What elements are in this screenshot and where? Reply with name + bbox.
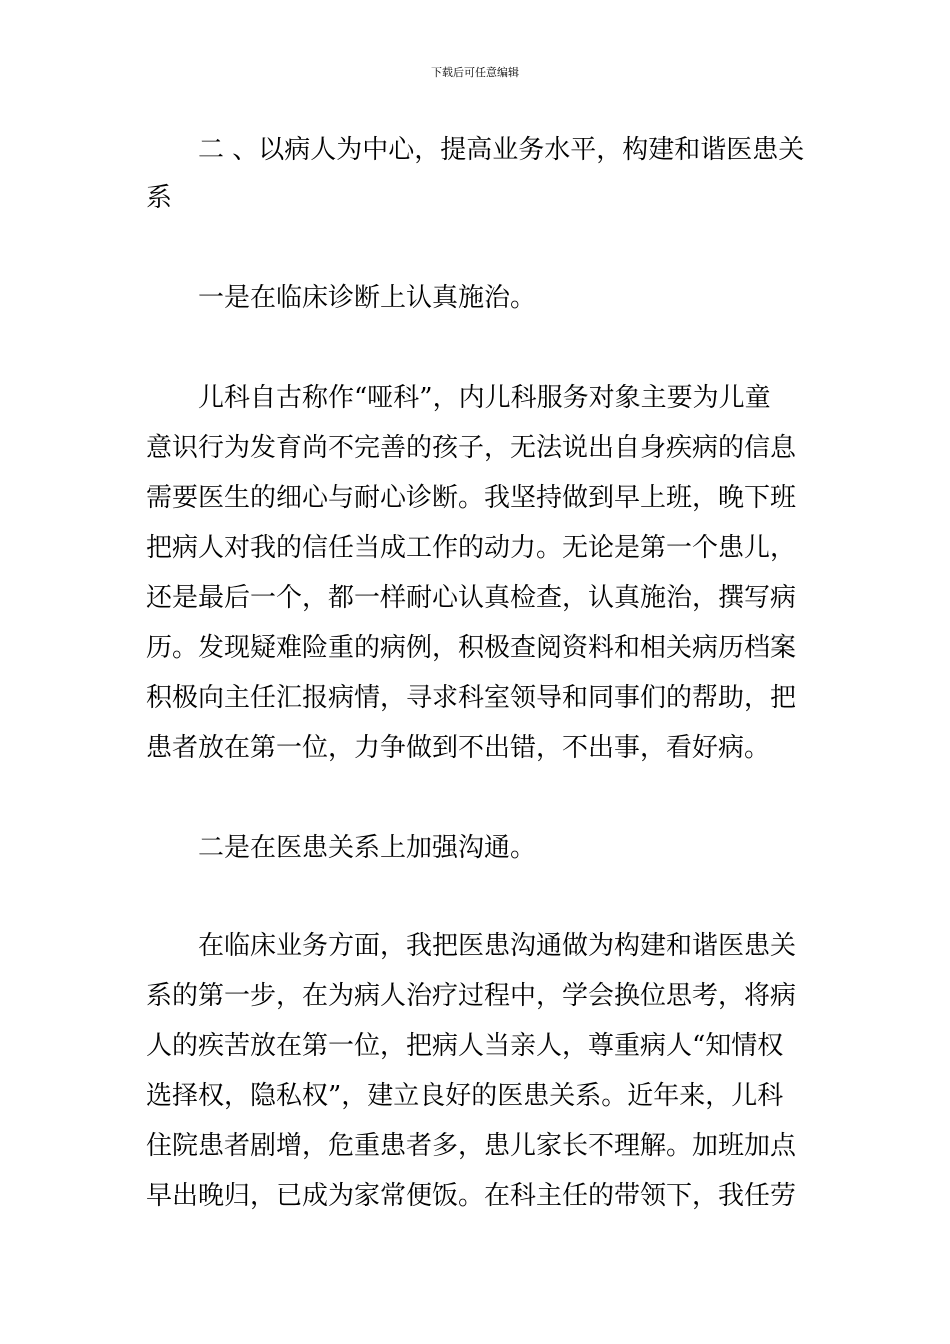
subheading-communication: 二是在医患关系上加强沟通。 <box>198 833 537 863</box>
heading-line: 系 <box>146 183 173 213</box>
paragraph-line: 还是最后一个，都一样耐心认真检查，认真施治，撰写病 <box>146 583 797 613</box>
paragraph-line: 把病人对我的信任当成工作的动力。无论是第一个患儿， <box>146 533 797 563</box>
paragraph-line: 意识行为发育尚不完善的孩子，无法说出自身疾病的信息 <box>146 433 797 463</box>
paragraph-line: 人的疾苦放在第一位，把病人当亲人，尊重病人“知情权 <box>146 1031 784 1061</box>
paragraph-line: 在临床业务方面，我把医患沟通做为构建和谐医患关 <box>198 931 797 961</box>
subheading-diagnosis: 一是在临床诊断上认真施治。 <box>198 283 537 313</box>
paragraph-line: 历。发现疑难险重的病例，积极查阅资料和相关病历档案 <box>146 633 797 663</box>
paragraph-line: 早出晚归，已成为家常便饭。在科主任的带领下，我任劳 <box>146 1181 797 1211</box>
paragraph-line: 患者放在第一位，力争做到不出错，不出事，看好病。 <box>146 733 771 763</box>
paragraph-line: 儿科自古称作“哑科”，内儿科服务对象主要为儿童 <box>198 383 771 413</box>
paragraph-line: 住院患者剧增，危重患者多，患儿家长不理解。加班加点 <box>146 1131 797 1161</box>
paragraph-line: 系的第一步，在为病人治疗过程中，学会换位思考，将病 <box>146 981 797 1011</box>
paragraph-line: 积极向主任汇报病情，寻求科室领导和同事们的帮助，把 <box>146 683 797 713</box>
header-note: 下载后可任意编辑 <box>431 66 519 79</box>
heading-line: 二 、以病人为中心，提高业务水平，构建和谐医患关 <box>198 135 805 165</box>
paragraph-line: 选择权，隐私权”，建立良好的医患关系。近年来，儿科 <box>146 1081 784 1111</box>
paragraph-line: 需要医生的细心与耐心诊断。我坚持做到早上班，晚下班 <box>146 483 797 513</box>
